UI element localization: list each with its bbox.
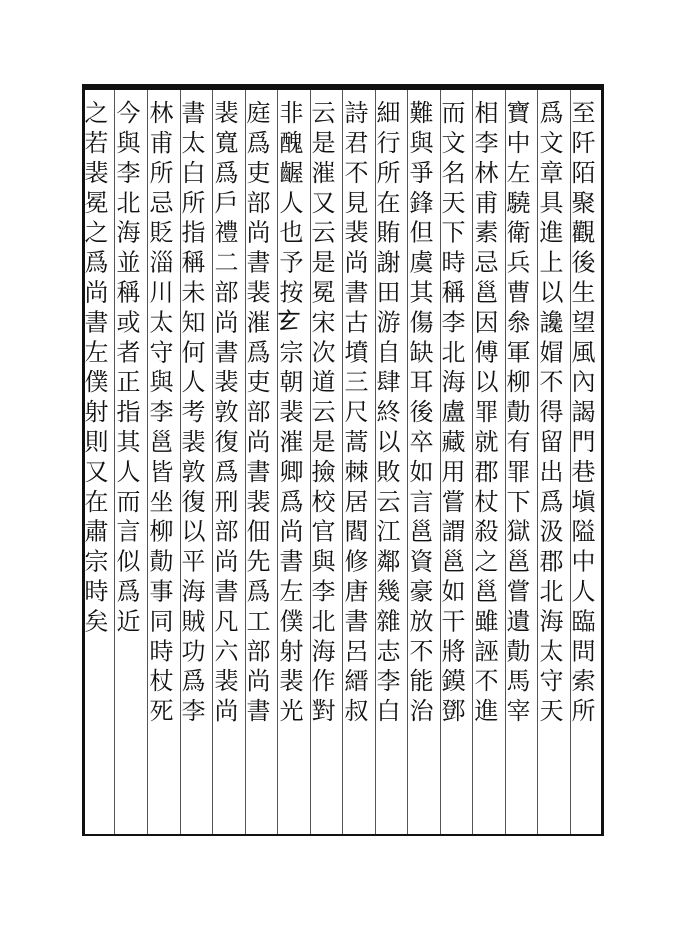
text-column-3: 寶中左驍衛兵曹叅軍柳勣有罪下獄邕嘗遺勣馬宰 <box>502 100 530 728</box>
text-column-14: 林甫所忌貶淄川太守與李邕皆坐柳勣事同時杖死 <box>145 100 173 728</box>
text-column-11: 庭爲吏部尚書裴漼爲吏部尚書裴佃先爲工部尚書 <box>242 100 270 728</box>
text-column-7: 細行所在賄謝田游自肆終以敗云江鄰幾雜志李白 <box>372 100 400 728</box>
text-column-10: 非醜齷人也予按𤣥宗朝裴漼卿爲尚書左僕射裴光 <box>275 100 303 728</box>
text-column-12: 裴寬爲戶禮二部尚書裴敦復爲刑部尚書凡六裴尚 <box>210 100 238 728</box>
text-column-1: 至阡陌聚觀後生望風內謁門巷塡隘中人臨問索所 <box>567 100 595 728</box>
text-column-8: 詩君不見裴尚書古墳三尺蒿棘居閻修唐書呂縉叔 <box>340 100 368 728</box>
text-column-4: 相李林甫素忌邕因傅以罪就郡杖殺之邕雖誣不進 <box>470 100 498 728</box>
top-border-rule <box>82 84 604 90</box>
text-column-15: 今與李北海並稱或者正指其人而言似爲近 <box>112 100 140 639</box>
text-block <box>82 84 604 836</box>
text-column-6: 難與爭鋒但虞其傷缺耳後卒如言邕資豪放不能治 <box>405 100 433 728</box>
text-column-9: 云是漼又云是冕宋次道云是撿校官與李北海作對 <box>307 100 335 728</box>
text-column-16: 之若裴冕之爲尚書左僕射則又在肅宗時矣 <box>80 100 108 639</box>
text-column-13: 書太白所指稱未知何人考裴敦復以平海賊功爲李 <box>177 100 205 728</box>
bottom-border-rule <box>82 834 604 836</box>
text-column-5: 而文名天下時稱李北海盧藏用嘗謂邕如干將鏌鄧 <box>437 100 465 728</box>
text-column-2: 爲文章具進上以讒媢不得留出爲汲郡北海太守天 <box>535 100 563 728</box>
